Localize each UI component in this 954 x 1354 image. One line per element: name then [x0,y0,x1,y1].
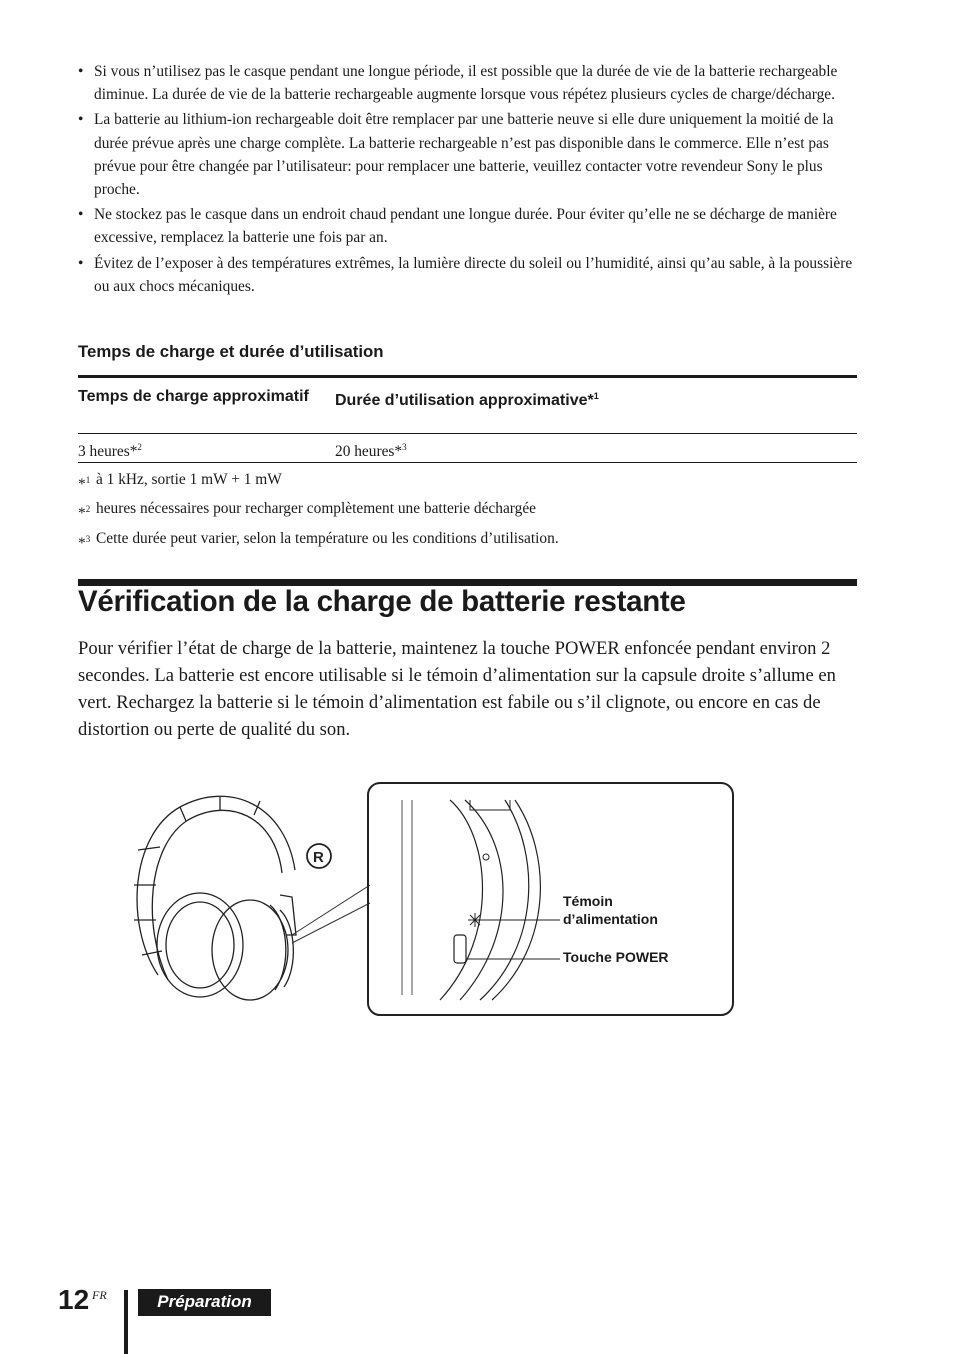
body-paragraph: Pour vérifier l’état de charge de la batterie, maintenez la touche POWER enfoncée pendant environ 2 secondes. La batterie est encore utilisable si le témoin d’alimentation sur la capsule droite s’allume en vert. Rechargez la batterie si le témoin d’alimentation est fabile ou s’il clignote, ou encore en cas de distortion ou perte de qualité du son. [78,638,836,740]
bullet-item: • Évitez de l’exposer à des températures extrêmes, la lumière directe du soleil ou l’humidité, ainsi qu’au sable, à la poussière ou aux chocs mécaniques. [78,254,853,295]
bullet-text: Évitez de l’exposer à des températures extrêmes, la lumière directe du soleil ou l’humidité, ainsi qu’au sable, à la poussière ou aux chocs mécaniques. [94,254,853,295]
header-usage-time: Durée d’utilisation approximative*$^1$ [335,391,599,409]
label-power-button: Touche POWER [563,949,669,965]
bullet-text: Ne stockez pas le casque dans un endroit chaud pendant une longue durée. Pour éviter qu’elle ne se décharge de manière excessive, remplacez la batterie une fois par an. [94,206,837,247]
bullet-text: La batterie au lithium-ion rechargeable doit être remplacer par une batterie neuve si elle dure uniquement la moitié de la durée prévue après une charge complète. La batterie rechargeable n’est pas disponible dans le commerce. Elle n’est pas prévue pour être changée par l’utilisateur: pour remplacer une batterie, veuillez contacter votre revendeur Sony le plus proche. [94,111,834,199]
charge-table [78,375,857,463]
bullet-item: • Ne stockez pas le casque dans un endroit chaud pendant une longue durée. Pour éviter qu’elle ne se décharge de manière excessive, remplacez la batterie une fois par an. [78,206,837,247]
headphone-figure [120,775,740,1025]
footnote: *$^3$ Cette durée peut varier, selon la température ou les conditions d’utilisation. [78,529,559,552]
section-tab: Préparation [138,1289,271,1316]
table-header [78,378,857,434]
footer-divider [124,1290,128,1354]
page-number: 12 [58,1284,90,1315]
cell-charge-time: 3 heures*$^2$ [78,442,142,460]
bullet-item: • Si vous n’utilisez pas le casque pendant une longue période, il est possible que la durée de vie de la batterie rechargeable diminue. La durée de vie de la batterie rechargeable augmente lorsque vous répétez plusieurs cycles de charge/décharge. [78,63,838,104]
label-power-indicator: Témoin d’alimentation [563,893,658,927]
bullet-text: Si vous n’utilisez pas le casque pendant une longue période, il est possible que la durée de vie de la batterie rechargeable diminue. La durée de vie de la batterie rechargeable augmente lorsque vous répétez plusieurs cycles de charge/décharge. [94,63,838,104]
footnote: *$^1$ à 1 kHz, sortie 1 mW + 1 mW [78,471,282,493]
footnote: *$^2$ heures nécessaires pour recharger complètement une batterie déchargée [78,500,536,523]
side-mark: R [313,849,324,866]
bullet-list [78,60,860,300]
footnotes [78,468,559,556]
language-code: FR [92,1288,107,1302]
header-charge-time: Temps de charge approximatif [78,388,309,405]
page-heading: Vérification de la charge de batterie restante [78,585,686,618]
bullet-item: • La batterie au lithium-ion rechargeable doit être remplacer par une batterie neuve si elle dure uniquement la moitié de la durée prévue après une charge complète. La batterie rechargeable n’est pas disponible dans le commerce. Elle n’est pas prévue pour être changée par l’utilisateur: pour remplacer une batterie, veuillez contacter votre revendeur Sony le plus proche. [78,111,834,199]
cell-usage-time: 20 heures*$^3$ [335,442,407,460]
table-row [78,434,857,462]
section-title: Temps de charge et durée d’utilisation [78,342,384,361]
